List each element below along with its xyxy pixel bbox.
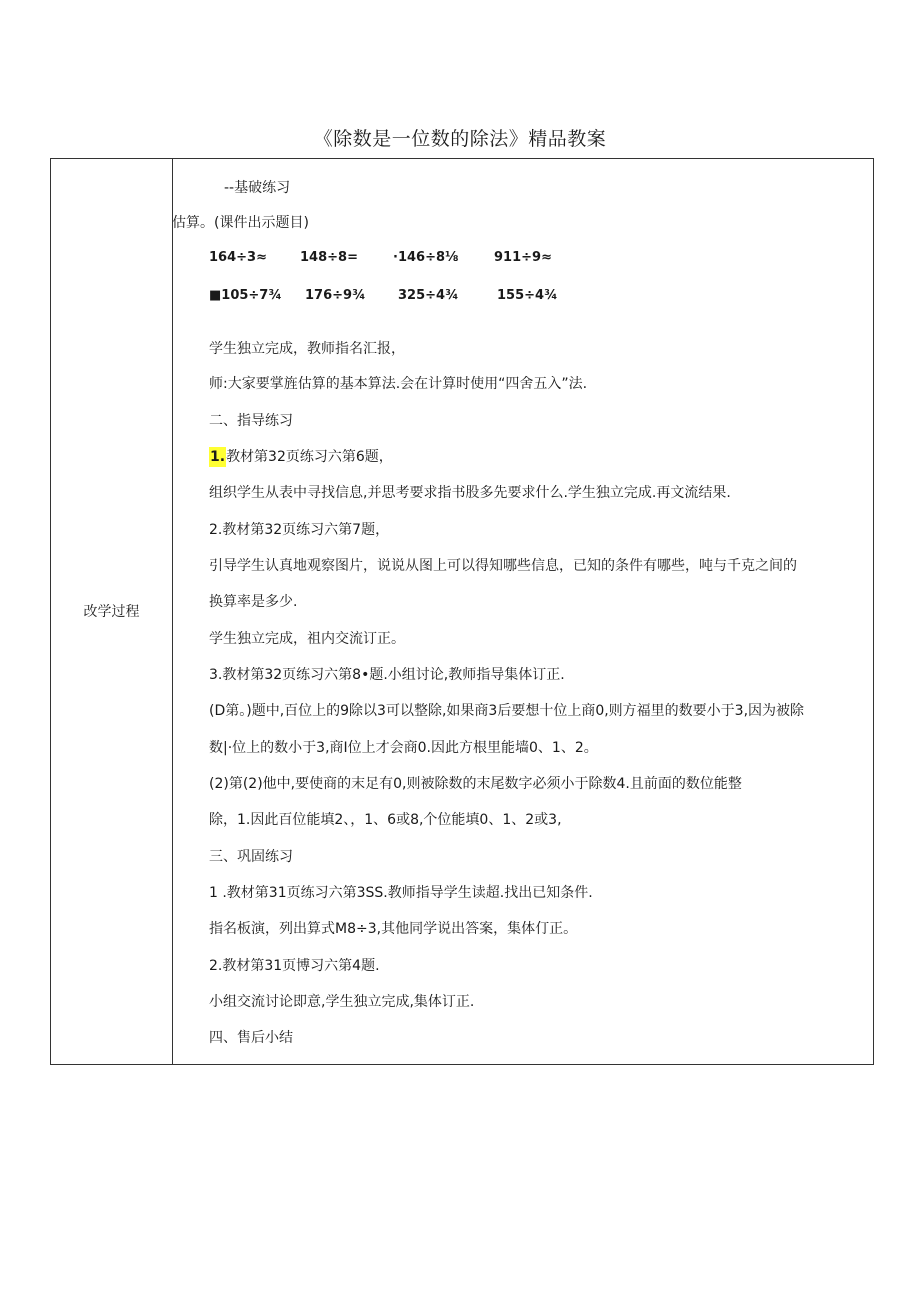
calc-item: ■105÷7¾ bbox=[209, 288, 282, 303]
calc-item: 155÷4¾ bbox=[497, 288, 558, 303]
line-consolidate-2: 2.教材第31页博习六第4题. bbox=[209, 958, 380, 974]
line-estimate: 估算。(课件出示题目) bbox=[172, 215, 309, 231]
line-group-discuss: 小组交流讨论即意,学生独立完成,集体订正. bbox=[209, 994, 475, 1010]
calc-item: 325÷4¾ bbox=[398, 288, 459, 303]
line-exercise-2: 2.教材第32页练习六第7题， bbox=[209, 522, 390, 538]
line-group-check: 学生独立完成，祖内交流订正。 bbox=[209, 631, 405, 647]
line-board: 指名板演，列出算式M8÷3,其他同学说出答案，集体仃正。 bbox=[209, 921, 578, 937]
line-report: 学生独立完成，教师指名汇报， bbox=[209, 341, 405, 357]
line-organize: 组织学生从表中寻找信息,并思考要求指书股多先要求什么.学生独立完成.再文流结果. bbox=[209, 485, 731, 501]
lesson-content bbox=[172, 159, 873, 1064]
calc-item: ·146÷8⅛ bbox=[393, 250, 459, 265]
line-basic-practice: --基破练习 bbox=[224, 180, 291, 196]
lesson-table bbox=[50, 158, 874, 1065]
calc-item: 176÷9¾ bbox=[305, 288, 366, 303]
section-heading-summary: 四、售后小结 bbox=[209, 1030, 293, 1046]
line-part-1-cont: 数|·位上的数小于3,商I位上才会商0.因此方根里能墙0、1、2。 bbox=[209, 740, 598, 756]
calc-item: 911÷9≈ bbox=[494, 250, 552, 265]
section-heading-guided: 二、指导练习 bbox=[209, 413, 293, 429]
line-part-2-cont: 除，1.因此百位能填2、，1、6或8,个位能填0、1、2或3, bbox=[209, 812, 562, 828]
line-part-2: (2)第(2)他中,要使商的末足有0,则被除数的末尾数字必须小于除数4.且前面的数位能整 bbox=[209, 776, 742, 792]
line-teacher-note: 师:大家要掌旌估算的基本算法.会在计算时使用“四舍五入”法. bbox=[209, 376, 588, 392]
line-consolidate-1: 1 .教材第31页练习六第3SS.教师指导学生读超.找出已知条件. bbox=[209, 885, 593, 901]
highlight-mark: 1. bbox=[210, 449, 226, 465]
line-exercise-3: 3.教材第32页练习六第8•题.小组讨论,教师指导集体订正. bbox=[209, 667, 565, 683]
line-part-1: (D第。)题中,百位上的9除以3可以整除,如果商3后要想十位上商0,则方福里的数要小于3,因为被除 bbox=[209, 703, 805, 719]
page-title: 《除数是一位数的除法》精品教案 bbox=[313, 128, 607, 150]
calc-item: 164÷3≈ bbox=[209, 250, 267, 265]
section-heading-consolidate: 三、巩固练习 bbox=[209, 849, 293, 865]
section-label: 改学过程 bbox=[83, 604, 140, 620]
line-conversion: 换算率是多少. bbox=[209, 594, 298, 610]
exercise-1-text: 教材第32页练习六第6题， bbox=[226, 449, 393, 465]
line-observe: 引导学生认真地观察图片，说说从图上可以得知哪些信息，已知的条件有哪些，吨与千克之间的 bbox=[209, 558, 797, 574]
calc-item: 148÷8= bbox=[300, 250, 358, 265]
line-exercise-1 bbox=[209, 446, 393, 466]
